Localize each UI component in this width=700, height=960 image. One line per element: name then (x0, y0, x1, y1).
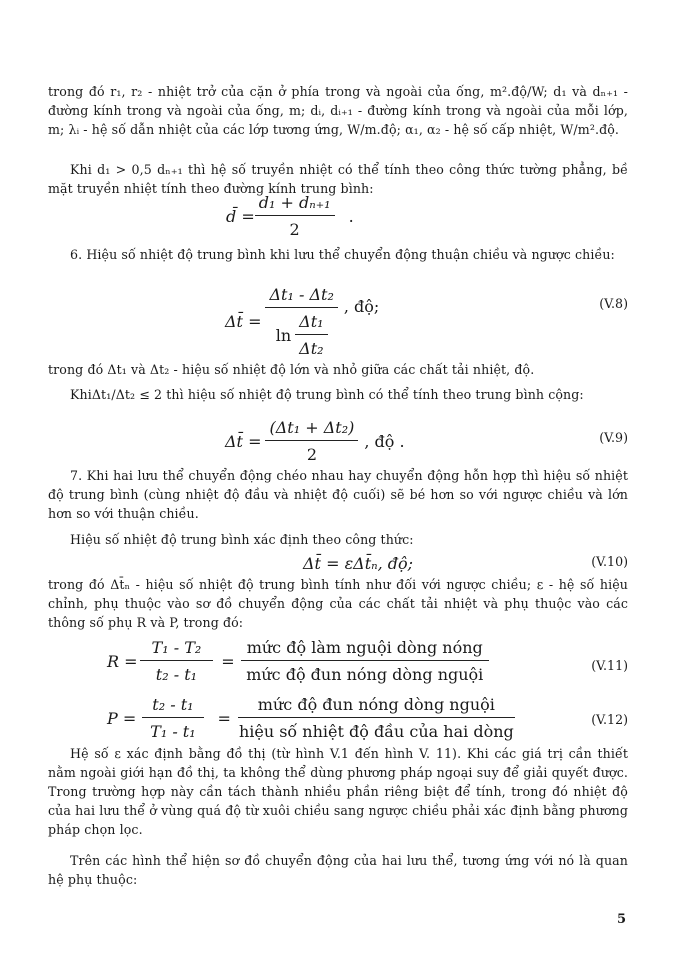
eq-expression: Δt̄ = εΔt̄ₙ, độ; (303, 554, 414, 573)
equation-number-v11: (V.11) (591, 658, 628, 673)
eq-numerator-1: t₂ - t₁ (142, 695, 203, 718)
inner-fraction (295, 312, 327, 358)
equation-number-v12: (V.12) (591, 712, 628, 727)
paragraph-delta-definition: trong đó Δt₁ và Δt₂ - hiệu số nhiệt độ lớn và nhỏ giữa các chất tải nhiệt, độ. (48, 362, 535, 377)
page-number: 5 (617, 912, 627, 927)
paragraph-figures-intro: Trên các hình thể hiện sơ đồ chuyển động của hai lưu thể, tương ứng với nó là quan hệ phụ thuộc: (48, 853, 628, 887)
equation-number-v8: (V.8) (599, 296, 628, 311)
equation-v11 (107, 638, 489, 684)
eq-numerator: (Δt₁ + Δt₂) (265, 418, 358, 441)
eq-lhs: Δt̄ = (225, 431, 262, 451)
inner-numerator: Δt₁ (295, 312, 327, 335)
eq-denominator-2: mức độ đun nóng dòng nguội (246, 665, 484, 684)
eq-denominator: 2 (289, 220, 300, 239)
eq-denominator: 2 (306, 445, 317, 464)
eq-numerator: d₁ + dₙ₊₁ (255, 193, 335, 216)
equation-v8 (225, 285, 379, 358)
inner-denominator: Δt₂ (299, 339, 324, 358)
eq-numerator-2: mức độ làm nguội dòng nóng (241, 638, 489, 661)
eq-denominator (272, 308, 332, 358)
eq-lhs: P = (107, 708, 137, 728)
eq-fraction-2 (241, 638, 489, 684)
eq-fraction-1 (142, 695, 203, 741)
paragraph-epsilon-definition: trong đó Δt̄ₙ - hiệu số nhiệt độ trung bình tính như đối với ngược chiều; ε - hệ số hiệu chỉnh, phụ thuộc vào sơ đồ chuyển động của các chất tải nhiệt và phụ thuộc vào các thông số phụ R và P, trong đó: (48, 577, 628, 630)
equation-mean-diameter (226, 193, 354, 239)
eq-tail: , độ; (343, 297, 380, 316)
equation-number-v9: (V.9) (599, 430, 628, 445)
eq-numerator-1: T₁ - T₂ (140, 638, 214, 661)
eq-lhs: R = (107, 651, 138, 671)
equation-v9 (225, 418, 405, 464)
eq-numerator: Δt₁ - Δt₂ (265, 285, 337, 308)
paragraph-section-6: 6. Hiệu số nhiệt độ trung bình khi lưu thể chuyển động thuận chiều và ngược chiều: (70, 247, 615, 262)
paragraph-formula-intro: Hiệu số nhiệt độ trung bình xác định theo công thức: (70, 532, 414, 547)
eq-lhs: Δt̄ = (225, 312, 262, 331)
equation-number-v10: (V.10) (591, 554, 628, 569)
eq-numerator-2: mức độ đun nóng dòng nguội (238, 695, 515, 718)
equation-v12 (107, 695, 518, 741)
paragraph-arithmetic-mean: KhiΔt₁/Δt₂ ≤ 2 thì hiệu số nhiệt độ trung bình có thể tính theo trung bình cộng: (70, 387, 584, 402)
eq-fraction (255, 193, 335, 239)
eq-fraction (265, 418, 358, 464)
eq-fraction-1 (140, 638, 214, 684)
eq-equals: = (221, 651, 235, 671)
eq-equals: = (217, 708, 231, 728)
eq-denominator-1: t₂ - t₁ (155, 665, 198, 684)
eq-tail: , độ . (364, 431, 405, 451)
eq-denominator-2: hiệu số nhiệt độ đầu của hai dòng (238, 722, 514, 741)
ln-label: ln (275, 325, 292, 345)
eq-fraction (265, 285, 337, 358)
eq-fraction-2 (235, 695, 518, 741)
paragraph-section-7: 7. Khi hai lưu thể chuyển động chéo nhau hay chuyển động hỗn hợp thì hiệu số nhiệt độ trung bình (cùng nhiệt độ đầu và nhiệt độ cuối) sẽ bé hơn so với ngược chiều và lớn hơn so với thuận chiều. (48, 468, 628, 521)
equation-v10 (303, 554, 413, 573)
eq-denominator-1: T₁ - t₁ (150, 722, 196, 741)
paragraph-epsilon-graph: Hệ số ε xác định bằng đồ thị (từ hình V.1 đến hình V. 11). Khi các giá trị cần thiết nằm ngoài giới hạn đồ thị, ta không thể dùng phương pháp ngoại suy để giải quyết được. Trong trường hợp này cần tách thành nhiều phần riêng biệt để tính, trong đó nhiệt độ của hai lưu thể ở vùng quá độ từ xuôi chiều sang ngược chiều phải xác định bằng phương pháp chọn lọc. (48, 746, 628, 837)
paragraph-symbols-definition: trong đó r₁, r₂ - nhiệt trở của cặn ở phía trong và ngoài của ống, m².độ/W; d₁ và dₙ₊₁ - đường kính trong và ngoài của ống, m; dᵢ, dᵢ₊₁ - đường kính trong và ngoài của mỗi lớp, m; λᵢ - hệ số dẫn nhiệt của các lớp tương ứng, W/m.độ; α₁, α₂ - hệ số cấp nhiệt, W/m².độ. (48, 84, 628, 137)
paragraph-flat-wall-condition: Khi d₁ > 0,5 dₙ₊₁ thì hệ số truyền nhiệt có thể tính theo công thức tường phẳng, bề mặt truyền nhiệt tính theo đường kính trung bình: (48, 162, 628, 196)
eq-tail: . (348, 206, 354, 226)
eq-lhs: d̄ = (226, 206, 255, 226)
